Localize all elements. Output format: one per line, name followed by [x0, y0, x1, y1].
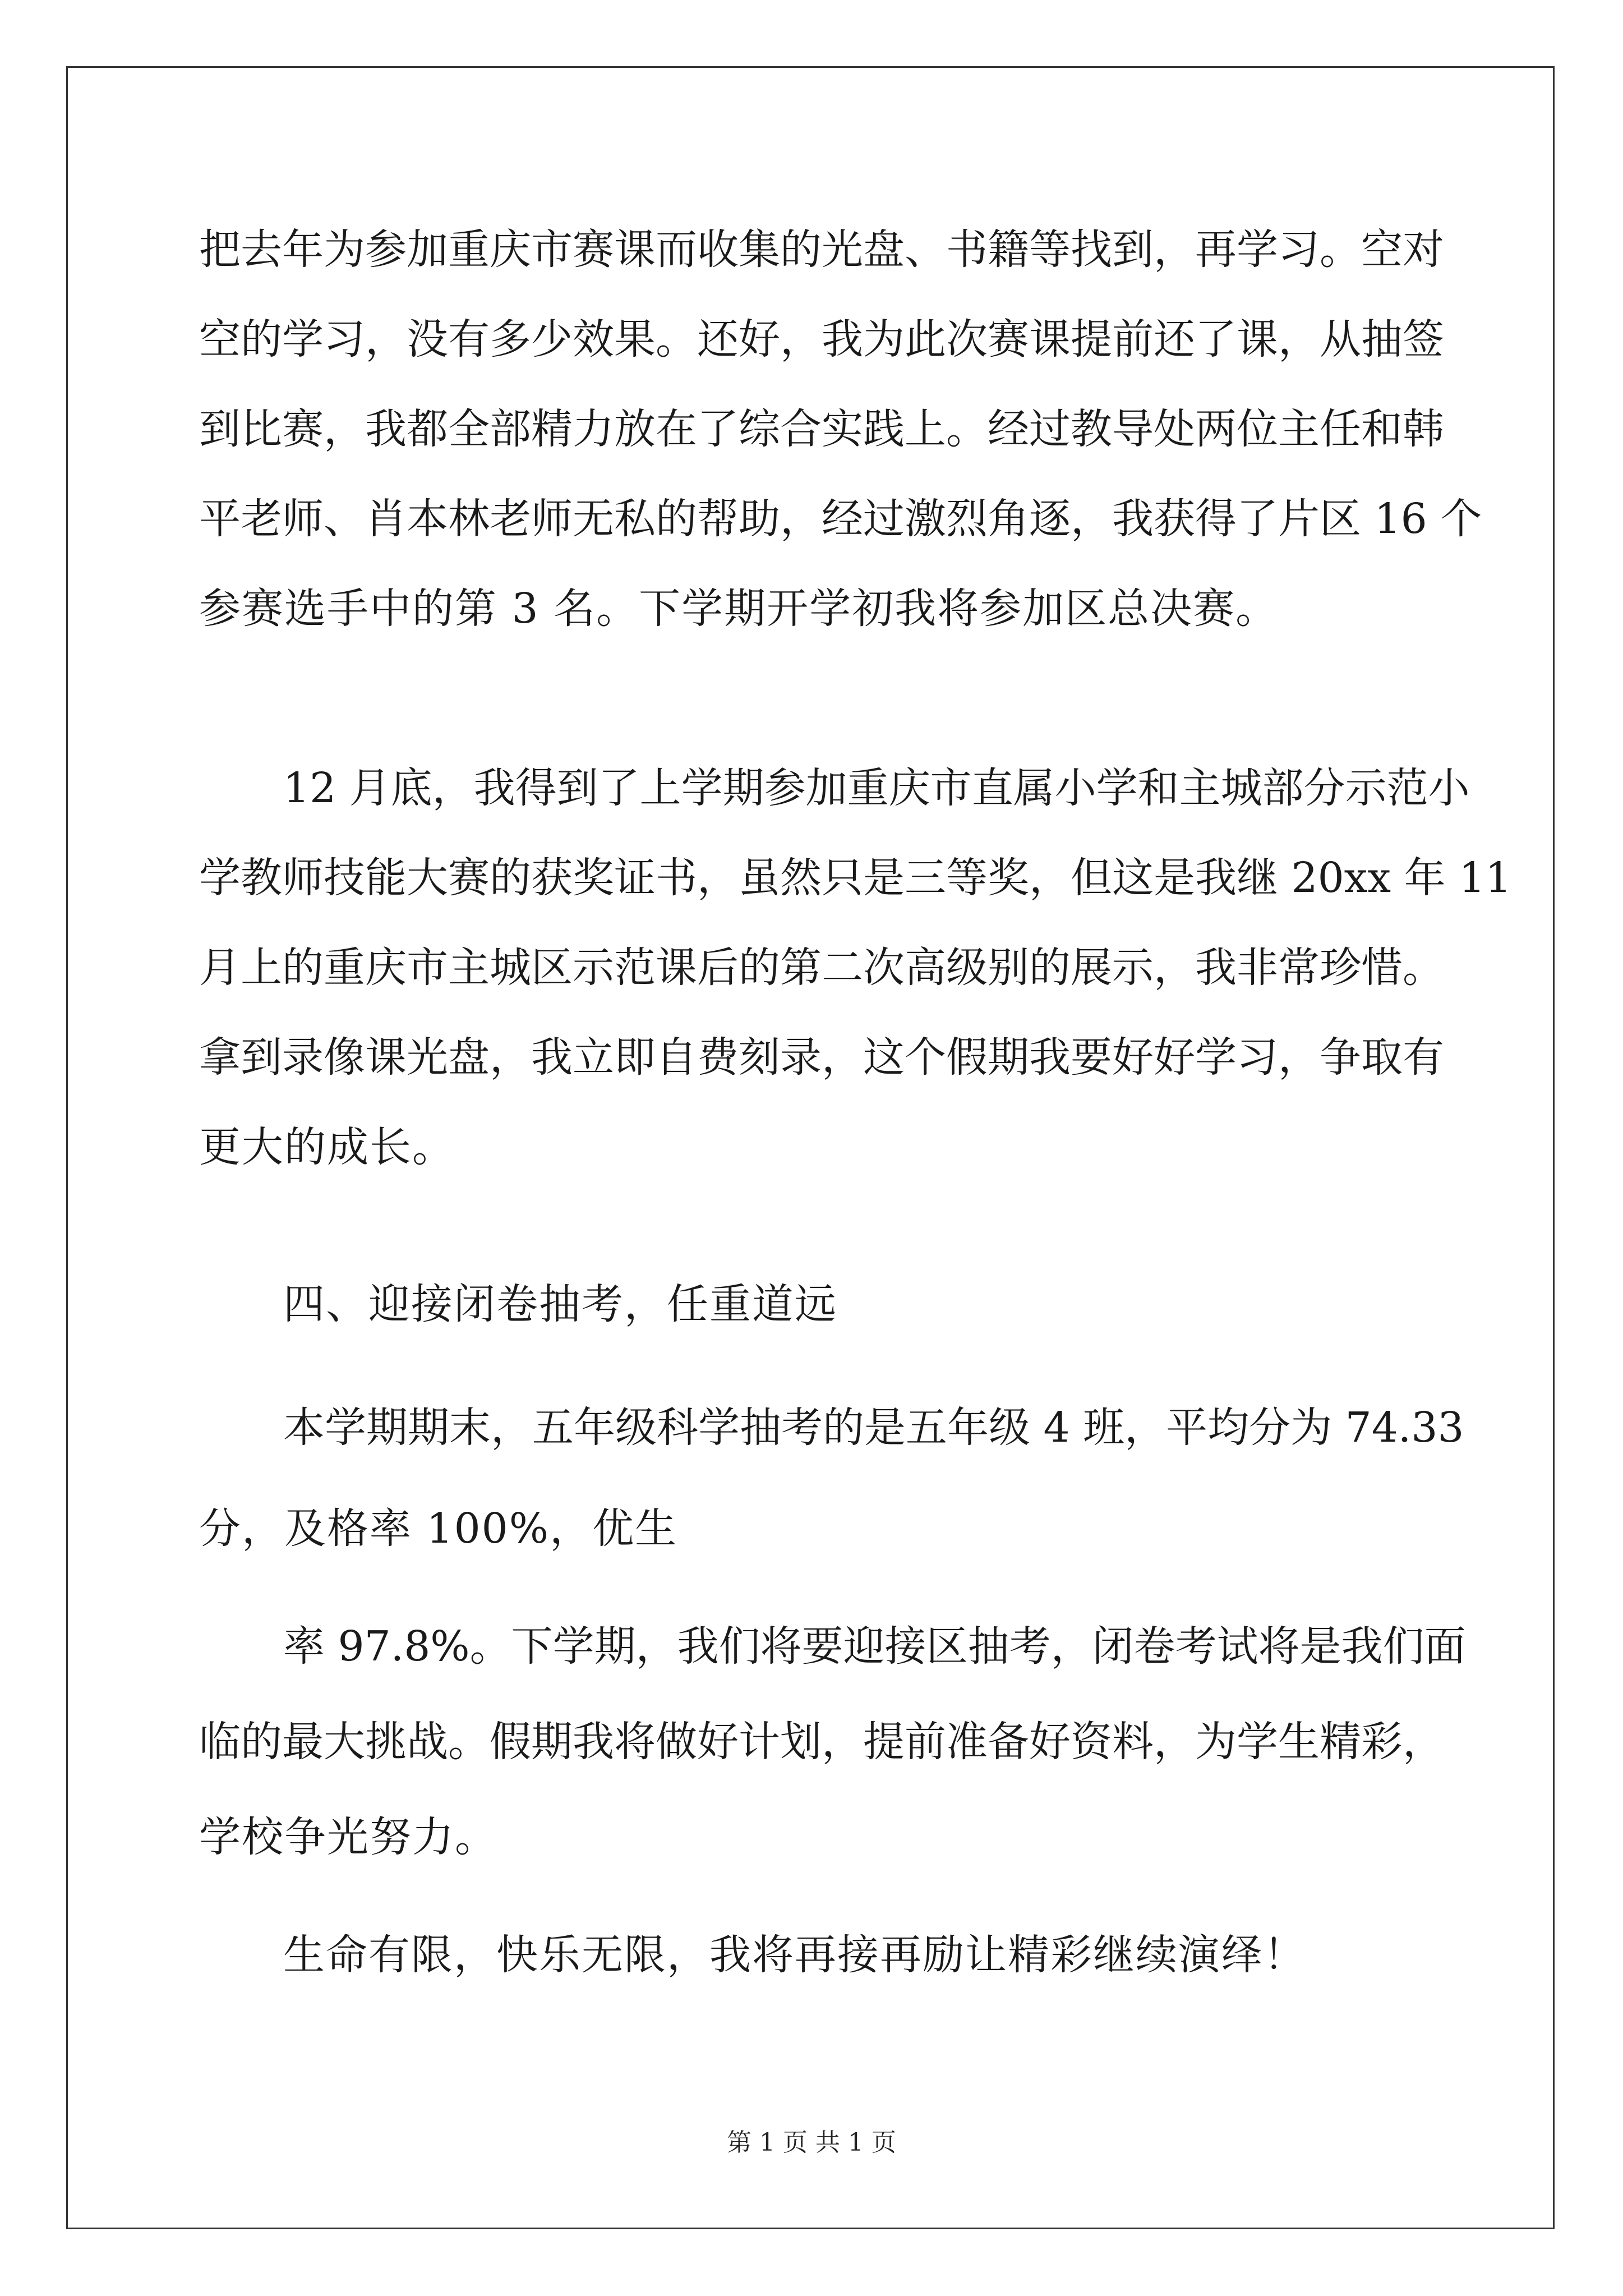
- text-line: 学校争光努力。: [199, 1813, 497, 1861]
- section-heading: 四、迎接闭卷抽考，任重道远: [283, 1280, 837, 1328]
- text-line: 拿到录像课光盘，我立即自费刻录，这个假期我要好好学习，争取有: [199, 1033, 1444, 1082]
- text-line: 学教师技能大赛的获奖证书，虽然只是三等奖，但这是我继 20xx 年 11: [199, 854, 1512, 902]
- text-line: 空的学习，没有多少效果。还好，我为此次赛课提前还了课，从抽签: [199, 315, 1444, 364]
- text-line: 把去年为参加重庆市赛课而收集的光盘、书籍等找到，再学习。空对: [199, 226, 1444, 274]
- text-line: 平老师、肖本林老师无私的帮助，经过激烈角逐，我获得了片区 16 个: [199, 495, 1482, 543]
- text-line: 生命有限，快乐无限，我将再接再励让精彩继续演绎！: [283, 1931, 1306, 1979]
- text-line: 临的最大挑战。假期我将做好计划，提前准备好资料，为学生精彩，: [199, 1718, 1444, 1766]
- text-line: 分，及格率 100%，优生: [199, 1504, 678, 1553]
- text-line: 到比赛，我都全部精力放在了综合实践上。经过教导处两位主任和韩: [199, 405, 1444, 453]
- text-line: 月上的重庆市主城区示范课后的第二次高级别的展示，我非常珍惜。: [199, 944, 1444, 992]
- text-line: 率 97.8%。下学期，我们将要迎接区抽考，闭卷考试将是我们面: [283, 1622, 1466, 1671]
- text-line: 更大的成长。: [199, 1123, 455, 1171]
- text-line: 参赛选手中的第 3 名。下学期开学初我将参加区总决赛。: [199, 585, 1279, 633]
- text-line: 本学期期末，五年级科学抽考的是五年级 4 班，平均分为 74.33: [283, 1404, 1464, 1452]
- page-number-footer: 第 1 页 共 1 页: [727, 2128, 896, 2157]
- text-line: 12 月底，我得到了上学期参加重庆市直属小学和主城部分示范小: [283, 764, 1470, 812]
